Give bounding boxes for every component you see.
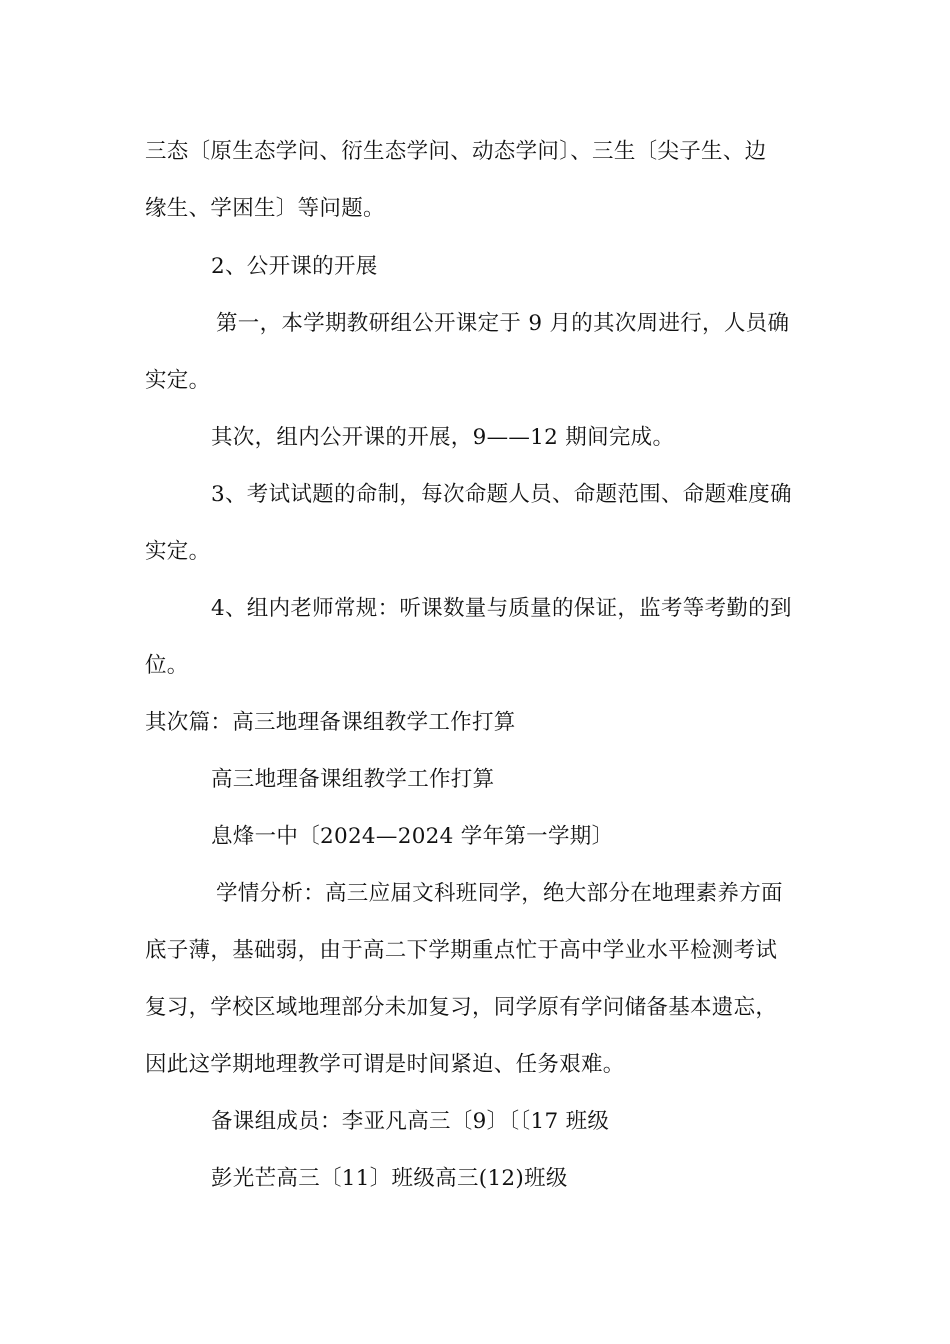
school-term: 息烽一中〔2024—2024 学年第一学期〕 [211, 824, 614, 849]
body-text-line: 实定。 [145, 368, 211, 393]
body-text-line: 因此这学期地理教学可谓是时间紧迫、任务艰难。 [145, 1052, 625, 1077]
chapter-title: 其次篇：高三地理备课组教学工作打算 [145, 710, 516, 735]
body-text-line: 实定。 [145, 539, 211, 564]
body-text-line: 备课组成员：李亚凡高三〔9〕〔〔17 班级 [211, 1109, 610, 1134]
body-text-line: 学情分析：高三应届文科班同学，绝大部分在地理素养方面 [216, 881, 783, 906]
body-text-line: 缘生、学困生〕等问题。 [145, 196, 385, 221]
section-heading: 4、组内老师常规：听课数量与质量的保证，监考等考勤的到 [211, 596, 792, 621]
body-text-line: 复习，学校区域地理部分未加复习，同学原有学问储备基本遗忘， [145, 995, 778, 1020]
body-text-line: 彭光芒高三〔11〕班级高三(12)班级 [211, 1166, 568, 1191]
body-text-line: 底子薄，基础弱，由于高二下学期重点忙于高中学业水平检测考试 [145, 938, 778, 963]
body-text-line: 位。 [145, 653, 189, 678]
body-text-line: 三态〔原生态学问、衍生态学问、动态学问〕、三生〔尖子生、边 [145, 139, 767, 164]
body-text-line: 第一，本学期教研组公开课定于 9 月的其次周进行，人员确 [216, 311, 790, 336]
section-heading: 3、考试试题的命制，每次命题人员、命题范围、命题难度确 [211, 482, 792, 507]
section-heading: 2、公开课的开展 [211, 254, 378, 279]
document-title: 高三地理备课组教学工作打算 [211, 767, 495, 792]
body-text-line: 其次，组内公开课的开展，9——12 期间完成。 [211, 425, 675, 450]
